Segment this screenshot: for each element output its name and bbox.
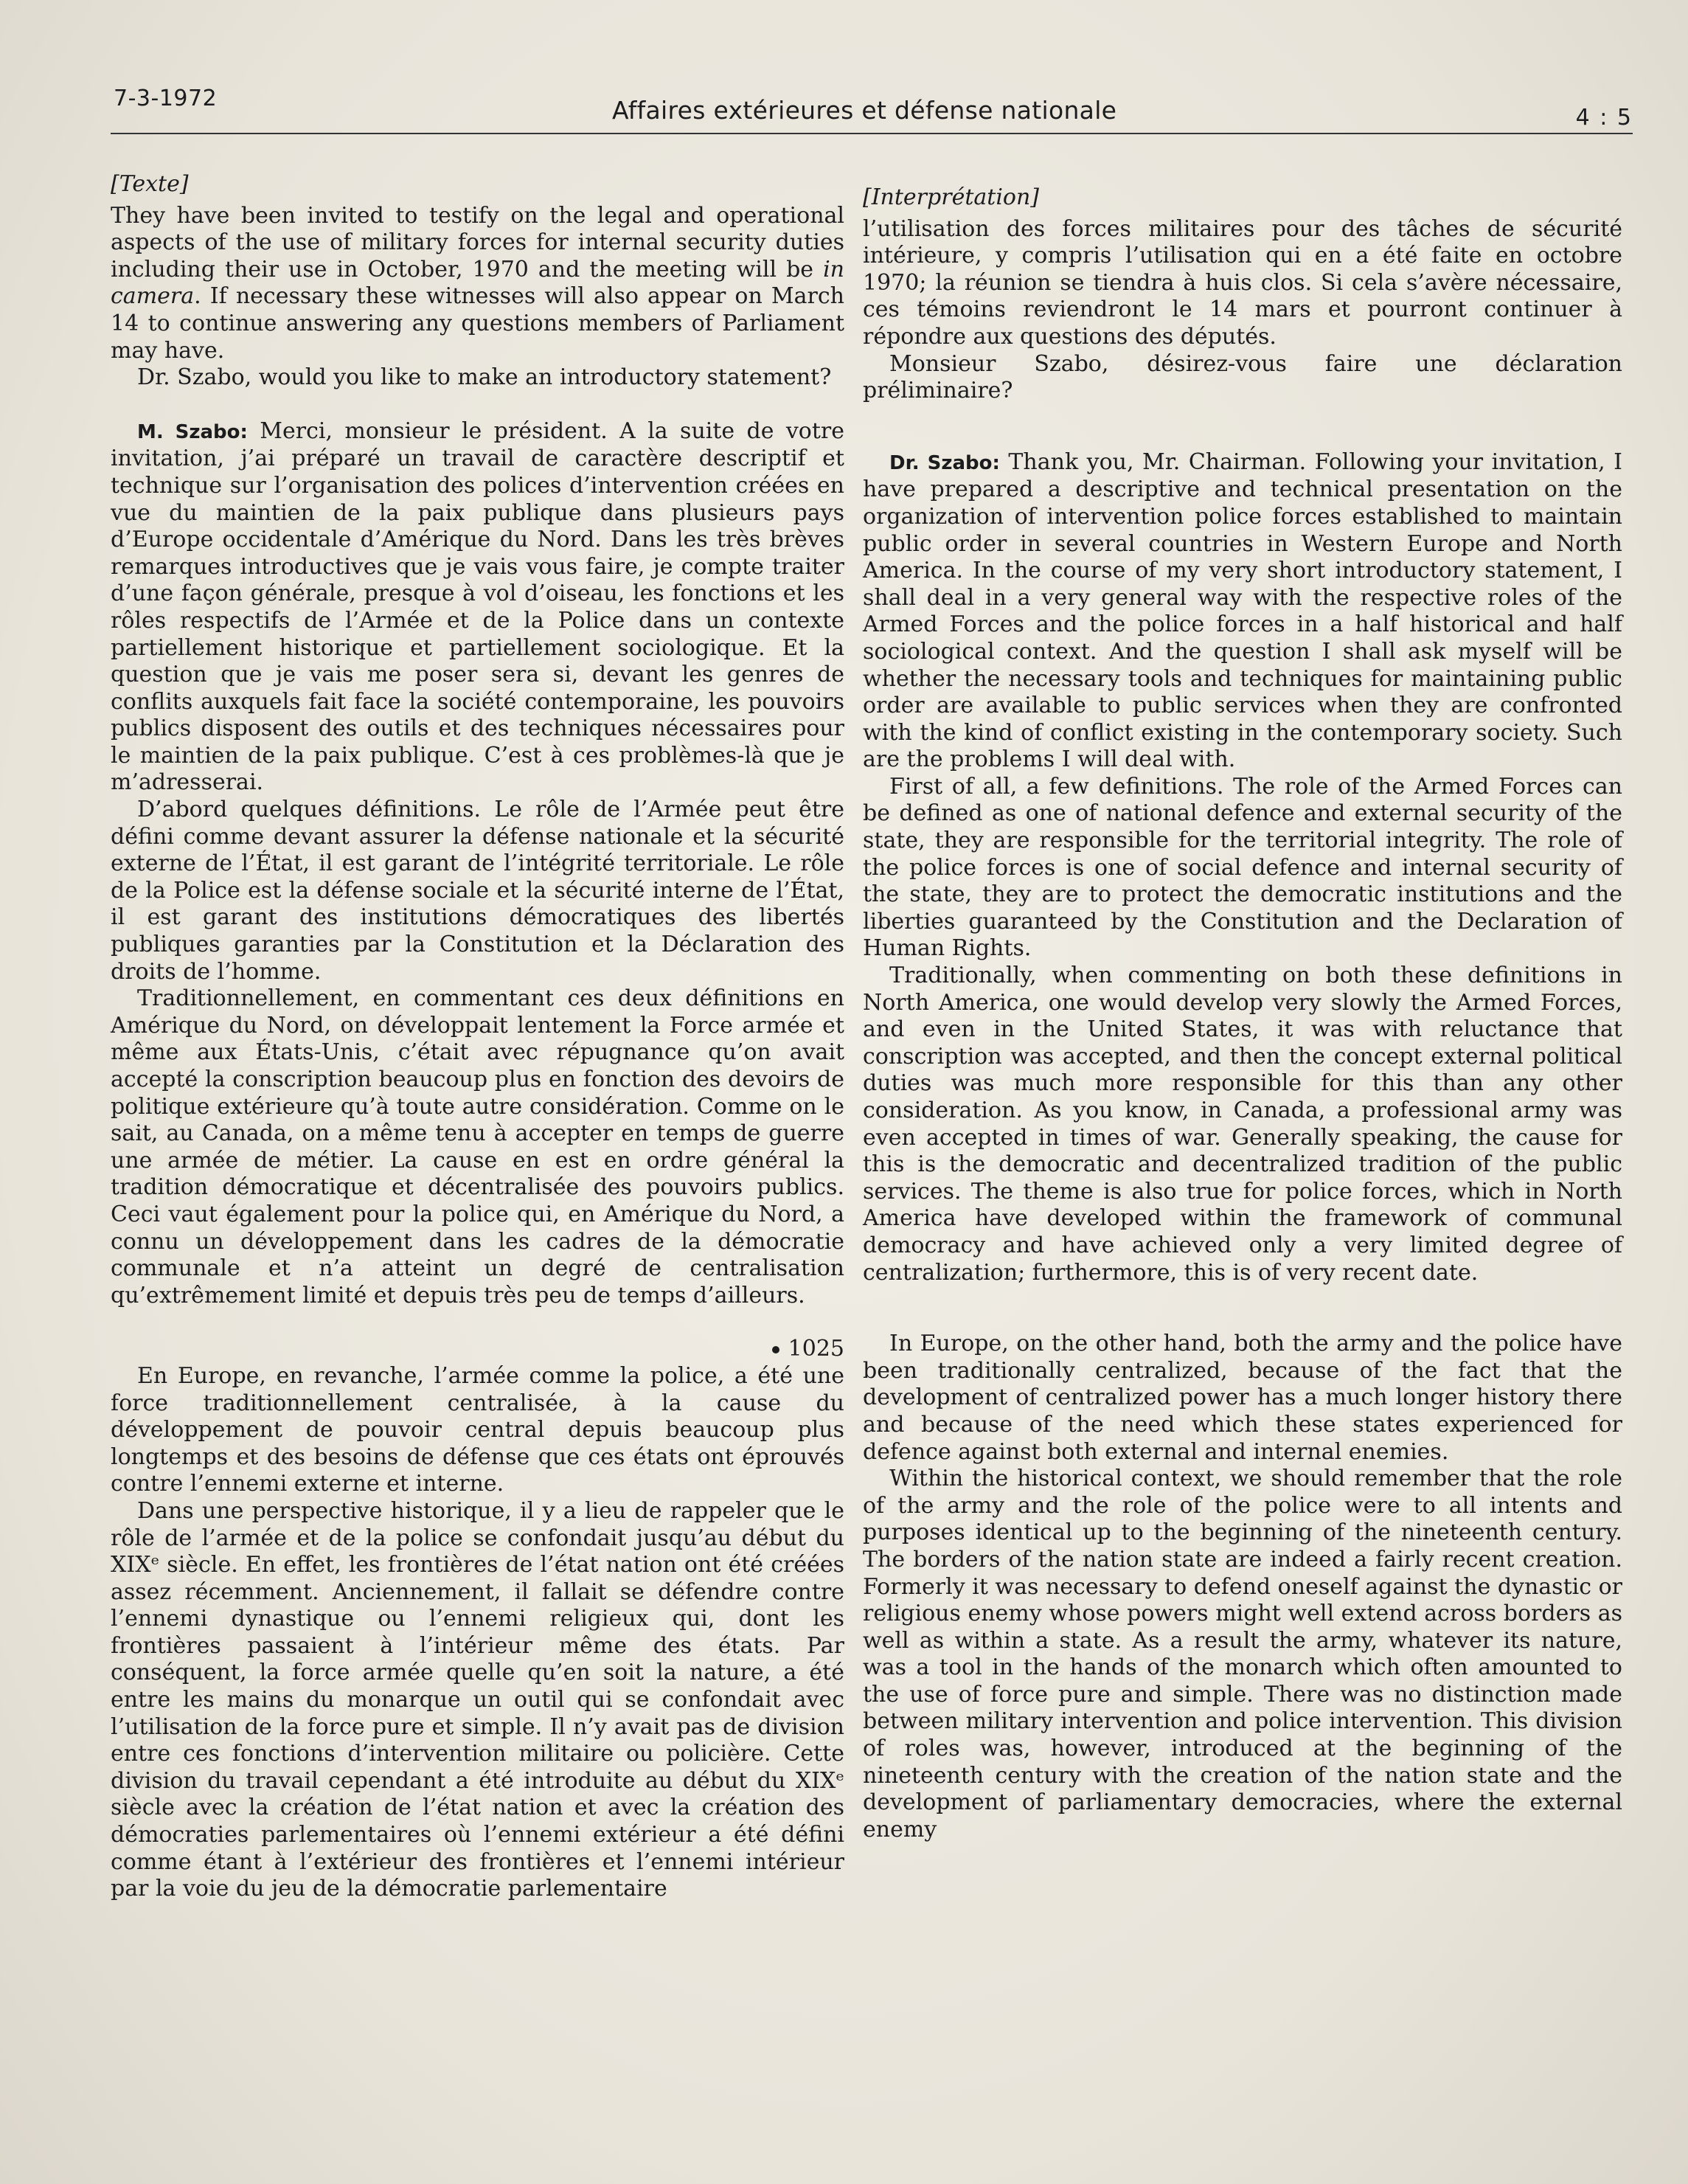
left-paragraph-6: En Europe, en revanche, l’armée comme la police, a été une force traditionnellement centralisée, à la cause du développement de pouvoir central depuis beaucoup plus longtemps et des besoins de défense que ces états ont éprouvés contre l’ennemi externe et interne. (111, 1362, 844, 1497)
right-paragraph-2: Monsieur Szabo, désirez-vous faire une déclaration préliminaire? (863, 350, 1622, 404)
time-marker (111, 1336, 844, 1363)
left-paragraph-7: Dans une perspective historique, il y a lieu de rappeler que le rôle de l’armée et de la police se confondait jusqu’au début du XIXᵉ siècle. En effet, les frontières de l’état nation ont été créées assez récemment. Anciennement, il fallait se défendre contre l’ennemi dynastique ou l’ennemi religieux qui, dont les frontières passaient à l’intérieur même des états. Par conséquent, la force armée quelle qu’en soit la nature, a été entre les mains du monarque un outil qui se confondait avec l’utilisation de la force pure et simple. Il n’y avait pas de division entre ces fonctions d’intervention militaire ou policière. Cette division du travail cependant a été introduite au début du XIXᵉ siècle avec la création de l’état nation et avec la création des démocraties parlementaires où l’ennemi extérieur a été défini comme étant à l’extérieur des frontières et l’ennemi intérieur par la voie du jeu de la démocratie parlementaire (111, 1497, 844, 1902)
header-title: Affaires extérieures et défense nationale (612, 96, 1117, 125)
speaker-label: Dr. Szabo: (889, 451, 1000, 474)
bullet-icon (772, 1346, 779, 1353)
left-paragraph-4: D’abord quelques définitions. Le rôle de l’Armée peut être défini comme devant assurer la défense nationale et la sécurité externe de l’État, il est garant de l’intégrité territoriale. Le rôle de la Police est la défense sociale et la sécurité interne de l’État, il est garant des institutions démocratiques des libertés publiques garanties par la Constitution et la Déclaration des droits de l’homme. (111, 797, 844, 985)
right-paragraph-7: Within the historical context, we should remember that the role of the army and the role of the police were to all intents and purposes identical up to the beginning of the nineteenth century. The borders of the nation state are indeed a fairly recent creation. Formerly it was necessary to defend oneself against the dynastic or religious enemy whose powers might well extend across borders as well as within a state. As a result the army, whatever its nature, was a tool in the hands of the monarch which often amounted to the use of force pure and simple. There was no distinction made between military intervention and police intervention. This division of roles was, however, introduced at the beginning of the nineteenth century with the creation of the nation state and the development of parliamentary democracies, where the external enemy (863, 1466, 1622, 1842)
left-paragraph-2: Dr. Szabo, would you like to make an introductory statement? (137, 364, 832, 391)
section-label-texte: [Texte] (111, 171, 189, 197)
right-paragraph-6: In Europe, on the other hand, both the army and the police have been traditionally centralized, because of the fact that the development of centralized power has a much longer history there and because of the need which these states experienced for defence against both external and internal enemies. (863, 1331, 1622, 1465)
left-paragraph-1-emphasis: in camera (111, 256, 844, 310)
left-paragraph-1-text-a: They have been invited to testify on the legal and operational aspects of the use of military forces for internal security duties including their use in October, 1970 and the meeting will be (111, 202, 844, 282)
speaker-label: M. Szabo: (137, 420, 248, 443)
right-paragraph-3-text: Thank you, Mr. Chairman. Following your invitation, I have prepared a descriptive and technical presentation on the organization of intervention police forces established to maintain public order in several countries in Western Europe and North America. In the course of my very short introductory statement, I shall deal in a very general way with the respective roles of the Armed Forces and the police forces in a half historical and half sociological context. And the question I shall ask myself will be whether the necessary tools and techniques for maintaining public order are available to public services when they are confronted with the kind of conflict existing in the contemporary society. Such are the problems I will deal with. (863, 448, 1622, 773)
left-paragraph-5: Traditionnellement, en commentant ces deux définitions en Amérique du Nord, on développait lentement la Force armée et même aux États-Unis, c’était avec répugnance qu’on avait accepté la conscription beaucoup plus en fonction des devoirs de politique extérieure qu’à toute autre considération. Comme on le sait, au Canada, on a même tenu à accepter en temps de guerre une armée de métier. La cause en est en ordre général la tradition démocratique et décentralisée des pouvoirs publics. Ceci vaut également pour la police qui, en Amérique du Nord, a connu un développement dans les cadres de la démocratie communale et n’a atteint un degré de centralisation qu’extrêmement limité et depuis très peu de temps d’ailleurs. (111, 985, 844, 1308)
left-paragraph-3-text: Merci, monsieur le président. A la suite de votre invitation, j’ai préparé un travail de caractère descriptif et technique sur l’organisation des polices d’intervention créées en vue du maintien de la paix publique dans plusieurs pays d’Europe occidentale d’Amérique du Nord. Dans les très brèves remarques introductives que je vais vous faire, je compte traiter d’une façon générale, presque à vol d’oiseau, les fonctions et les rôles respectifs de l’Armée et de la Police dans un contexte partiellement historique et partiellement sociologique. Et la question que je vais me poser sera si, devant les genres de conflits auxquels fait face la société contemporaine, les pouvoirs publics disposent des outils et des techniques nécessaires pour le maintien de la paix publique. C’est à ces problèmes-là que je m’adresserai. (111, 417, 845, 796)
header-date: 7-3-1972 (114, 86, 218, 111)
left-paragraph-3 (111, 418, 844, 797)
left-paragraph-1-text-b: . If necessary these witnesses will also appear on March 14 to continue answering any questions members of Parliament may have. (111, 283, 844, 364)
left-paragraph-1 (111, 203, 844, 365)
right-paragraph-5: Traditionally, when commenting on both these definitions in North America, one would develop very slowly the Armed Forces, and even in the United States, it was with reluctance that conscription was accepted, and then the concept external political duties was much more responsible for this than any other consideration. As you know, in Canada, a professional army was even accepted in times of war. Generally speaking, the cause for this is the democratic and decentralized tradition of the public services. The theme is also true for police forces, which in North America have developed within the framework of communal democracy and have achieved only a very limited degree of centralization; furthermore, this is of very recent date. (863, 963, 1622, 1286)
right-paragraph-3 (863, 449, 1622, 774)
section-label-interpretation: [Interprétation] (863, 184, 1040, 210)
right-paragraph-1: l’utilisation des forces militaires pour des tâches de sécurité intérieure, y compris l’utilisation qui en a été faite en octobre 1970; la réunion se tiendra à huis clos. Si cela s’avère nécessaire, ces témoins reviendront le 14 mars et pourront continuer à répondre aux questions des députés. (863, 215, 1622, 350)
header-page-number: 4 : 5 (1575, 105, 1633, 131)
time-marker-text: 1025 (788, 1336, 844, 1362)
page-header (111, 80, 1633, 134)
right-column (863, 184, 1622, 1843)
right-paragraph-4: First of all, a few definitions. The role of the Armed Forces can be defined as one of national defence and external security of the state, they are responsible for the territorial integrity. The role of the police forces is one of social defence and internal security of the state, they are to protect the democratic institutions and the liberties guaranteed by the Constitution and the Declaration of Human Rights. (863, 773, 1622, 962)
left-column (111, 171, 844, 1903)
